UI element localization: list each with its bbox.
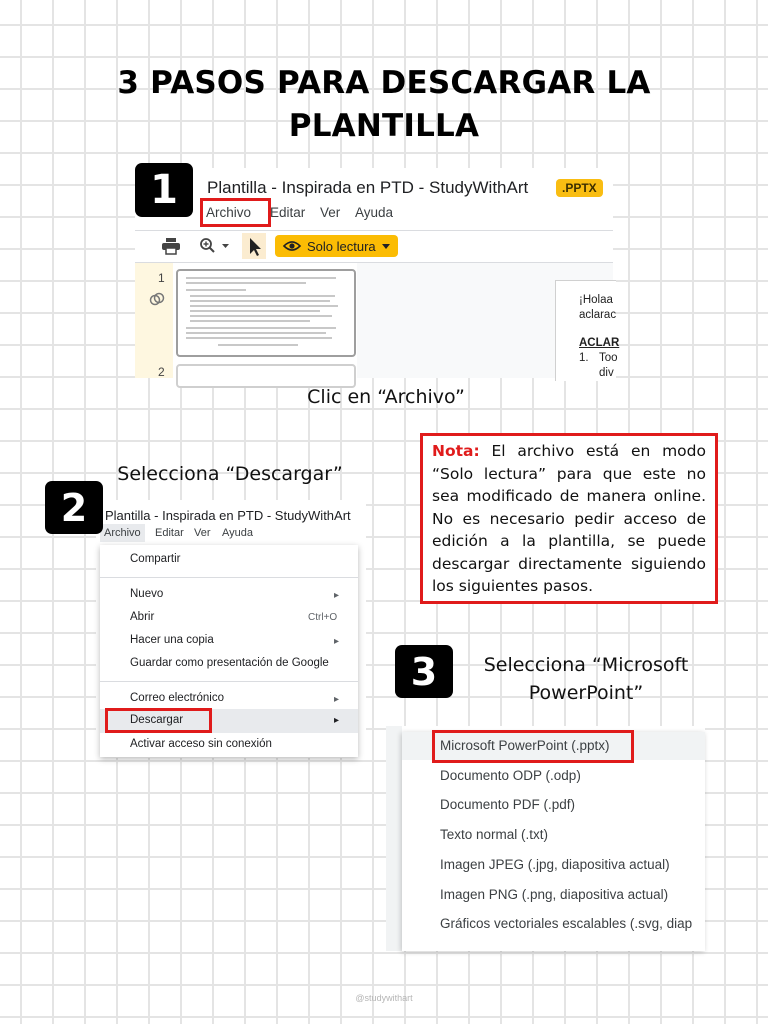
menu-item-compartir[interactable]: Compartir	[130, 553, 181, 565]
menu-item-hacer-copia[interactable]: Hacer una copia	[130, 634, 214, 646]
step1-badge: 1	[135, 163, 193, 217]
download-option-pdf[interactable]: Documento PDF (.pdf)	[440, 797, 576, 812]
solo-lectura-button[interactable]	[275, 235, 398, 257]
eye-icon	[283, 240, 301, 252]
step2-badge: 2	[45, 481, 103, 534]
download-option-txt[interactable]: Texto normal (.txt)	[440, 827, 549, 842]
menu-editar[interactable]: Editar	[155, 527, 184, 539]
submenu-shadow-edge	[386, 726, 402, 951]
print-icon[interactable]	[162, 238, 180, 259]
menu-item-sin-conexion[interactable]: Activar acceso sin conexión	[130, 738, 272, 750]
zoom-icon[interactable]	[200, 238, 230, 259]
menu-editar[interactable]: Editar	[270, 205, 306, 220]
step2-caption: Selecciona “Descargar”	[117, 463, 343, 485]
download-option-png[interactable]: Imagen PNG (.png, diapositiva actual)	[440, 887, 669, 902]
filmstrip-gutter	[135, 263, 173, 378]
slide-number-1: 1	[158, 271, 165, 285]
download-option-jpeg[interactable]: Imagen JPEG (.jpg, diapositiva actual)	[440, 857, 670, 872]
select-cursor-icon[interactable]	[242, 233, 266, 259]
step1-caption: Clic en “Archivo”	[307, 386, 465, 408]
slide-thumbnail-2[interactable]	[176, 364, 356, 388]
solo-lectura-label: Solo lectura	[307, 238, 376, 254]
doc-title-small: Plantilla - Inspirada en PTD - StudyWithArt	[105, 508, 351, 523]
submenu-arrow-icon: ▸	[334, 636, 340, 647]
note-label: Nota:	[432, 442, 480, 460]
menu-item-guardar-google[interactable]: Guardar como presentación de Google	[130, 657, 329, 669]
download-option-svg[interactable]: Gráficos vectoriales escalables (.svg, diap	[440, 916, 693, 931]
watermark: @studywithart	[355, 993, 413, 1003]
doc-title: Plantilla - Inspirada en PTD - StudyWithArt	[207, 178, 529, 197]
archivo-highlight	[200, 198, 271, 227]
slide-page: ¡Holaa aclarac ACLAR 1. Too div	[555, 280, 616, 381]
step1-screenshot	[135, 168, 620, 379]
menu-ayuda[interactable]: Ayuda	[222, 527, 253, 539]
menu-item-abrir[interactable]: Abrir	[130, 611, 155, 623]
descargar-highlight	[105, 708, 212, 733]
chevron-down-icon	[382, 244, 390, 249]
slide-thumbnail-1[interactable]	[176, 269, 356, 357]
menu-item-correo[interactable]: Correo electrónico	[130, 692, 224, 704]
menu-archivo[interactable]: Archivo	[206, 205, 252, 220]
step2-screenshot	[96, 500, 366, 758]
pptx-highlight	[432, 730, 634, 763]
page-title: 3 PASOS PARA DESCARGAR LA PLANTILLA	[117, 65, 651, 144]
menu-ver[interactable]: Ver	[320, 205, 341, 220]
step3-badge: 3	[395, 645, 453, 698]
download-submenu	[402, 732, 705, 951]
step3-caption: Selecciona “Microsoft PowerPoint”	[483, 654, 689, 704]
download-option-odp[interactable]: Documento ODP (.odp)	[440, 768, 581, 783]
link-icon	[149, 292, 165, 311]
menu-item-nuevo[interactable]: Nuevo	[130, 588, 164, 600]
pptx-tag: .PPTX	[556, 179, 603, 197]
abrir-shortcut: Ctrl+O	[308, 612, 338, 623]
toolbar-divider	[135, 230, 613, 231]
menu-ayuda[interactable]: Ayuda	[355, 205, 394, 220]
note-text: El archivo está en modo “Solo lectura” para que este no sea modificado de manera online. No es necesario pedir acceso de edición a la plantilla, se puede descargar directamente siguiendo los siguientes pasos.	[432, 442, 706, 595]
submenu-arrow-icon: ▸	[334, 694, 340, 705]
file-menu-dropdown	[100, 545, 358, 757]
menu-ver[interactable]: Ver	[194, 527, 211, 539]
note-box	[420, 433, 718, 604]
slide-number-2: 2	[158, 365, 165, 379]
step3-screenshot	[386, 726, 705, 951]
menu-item-descargar[interactable]: Descargar	[130, 714, 184, 726]
submenu-arrow-icon: ▸	[334, 590, 340, 601]
menu-archivo-active[interactable]: Archivo	[100, 524, 145, 542]
download-option-pptx[interactable]: Microsoft PowerPoint (.pptx)	[440, 738, 610, 753]
submenu-arrow-icon: ▸	[334, 715, 340, 726]
